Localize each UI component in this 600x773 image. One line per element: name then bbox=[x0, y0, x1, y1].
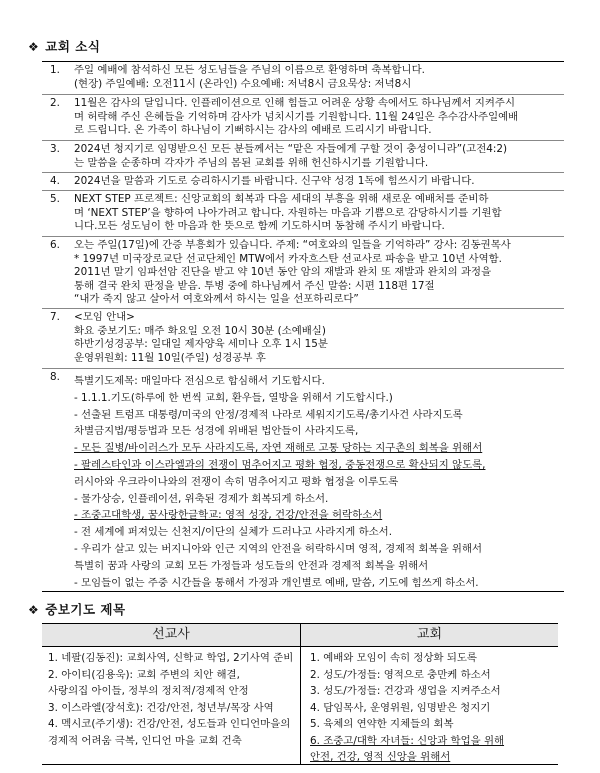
item-line: 특별기도제목: 매일마다 전심으로 합심해서 기도합시다. bbox=[74, 375, 325, 387]
item-line: 11월은 감사의 달입니다. 인플레이션으로 인해 힘들고 어려운 상황 속에서도 하나님께서 지켜주시 bbox=[74, 97, 516, 109]
item-body bbox=[74, 193, 558, 234]
prayer-section-title bbox=[28, 600, 126, 618]
diamond-bullet-icon: ❖ bbox=[28, 40, 40, 54]
news-item bbox=[42, 190, 564, 237]
item-line: 니다.모든 성도님이 한 마음과 한 뜻으로 함께 기도하시며 동참해 주시기 바랍니다. bbox=[74, 220, 445, 232]
church-list bbox=[310, 650, 556, 766]
item-number: 6. bbox=[50, 239, 60, 251]
item-line: NEXT STEP 프로젝트: 신앙교회의 회복과 다음 세대의 부흥을 위해 새로운 예배처를 준비하 bbox=[74, 193, 489, 205]
item-line: 로 드립니다. 온 가족이 하나님이 기뻐하시는 감사의 예배로 드리시기 바랍니다. bbox=[74, 124, 432, 136]
list-item: 2. 성도/가정들: 영적으로 충만케 하소서 bbox=[310, 668, 491, 681]
list-item: 4. 멕시코(주기생): 건강/안전, 성도들과 인디언마을의 bbox=[48, 718, 291, 730]
item-line: 차별금지법/평등법과 모든 성경에 위배된 법안들이 사라지도록, bbox=[74, 425, 359, 438]
item-number: 2. bbox=[50, 97, 60, 109]
news-item bbox=[42, 308, 564, 369]
item-line: 2011년 말기 임파선암 진단을 받고 약 10년 동안 암의 재발과 완치 또 재발과 완치의 과정을 bbox=[74, 266, 492, 278]
item-number: 4. bbox=[50, 175, 60, 187]
item-line: - 팔레스타인과 이스라엘과의 전쟁이 멈추어지고 평화 협정, 중동전쟁으로 확산되지 않도록, bbox=[74, 458, 486, 471]
item-number: 7. bbox=[50, 311, 60, 323]
item-line: 며 허락해 주신 은혜들을 기억하며 감사가 넘치시기를 기원합니다. 11월 24일은 추수감사주일예배 bbox=[74, 110, 519, 123]
news-item bbox=[42, 172, 564, 191]
item-line: 통해 결국 완치 판정을 받음. 투병 중에 하나님께서 주신 말씀: 시편 118편 17절 bbox=[74, 279, 435, 292]
item-line: “내가 죽지 않고 살아서 여호와께서 하시는 일을 선포하리로다” bbox=[74, 293, 359, 305]
prayer-title-text: 중보기도 제목 bbox=[45, 602, 126, 617]
item-body bbox=[74, 143, 558, 170]
news-item bbox=[42, 140, 564, 173]
item-body bbox=[74, 311, 558, 365]
missionary-column-header: 선교사 bbox=[42, 624, 300, 647]
list-item: 사랑의집 아이들, 정부의 정치적/경제적 안정 bbox=[48, 685, 249, 697]
item-line: (현장) 주일예배: 오전11시 (온라인) 수요예배: 저녁8시 금요묵상: 저녁8시 bbox=[74, 77, 412, 90]
list-item: 5. 육체의 연약한 지체들의 회복 bbox=[310, 718, 454, 730]
item-line: 주일 예배에 참석하신 모든 성도님들을 주님의 이름으로 환영하며 축복합니다. bbox=[74, 64, 425, 76]
list-item: 3. 이스라엘(장석호): 건강/안전, 청년부/목장 사역 bbox=[48, 701, 274, 714]
item-line: 2024년 청지기로 임명받으신 모든 분들께서는 “맡은 자들에게 구할 것이 충성이니라”(고전4:2) bbox=[74, 143, 508, 155]
item-line: 2024년을 말씀과 기도로 승리하시기를 바랍니다. 신구약 성경 1독에 힘쓰시기 바랍니다. bbox=[74, 175, 475, 187]
item-body bbox=[74, 97, 558, 138]
item-line: 오는 주일(17일)에 간증 부흥회가 있습니다. 주제: “여호와의 일들을 기억하라” 강사: 김동권목사 bbox=[74, 239, 511, 251]
item-line: 운영위원회: 11월 10일(주일) 성경공부 후 bbox=[74, 351, 266, 364]
item-line: - 우리가 살고 있는 버지니아와 인근 지역의 안전을 허락하시며 영적, 경제적 회복을 위해서 bbox=[74, 542, 483, 555]
list-item: 6. 조중고/대학 자녀들: 신앙과 학업을 위해 bbox=[310, 734, 505, 747]
item-line: - 선출된 트럼프 대통령/미국의 안정/경제적 나라로 세워지기도록/총기사건 사라지도록 bbox=[74, 408, 463, 421]
list-item: 2. 아이티(김용욱): 교회 주변의 치안 해결, bbox=[48, 668, 240, 681]
item-line: 며 ‘NEXT STEP’을 향하여 나아가려고 합니다. 자원하는 마음과 기쁨으로 감당하시기를 기원합 bbox=[74, 206, 502, 219]
missionary-list bbox=[48, 650, 298, 749]
item-body bbox=[74, 373, 558, 591]
prayer-table bbox=[42, 623, 558, 765]
item-body bbox=[74, 175, 558, 189]
list-item: 1. 네팔(김동진): 교회사역, 신학교 학업, 2기사역 준비 bbox=[48, 652, 294, 664]
item-line: - 조중고대학생, 꿈사랑한글학교: 영적 성장, 건강/안전을 허락하소서 bbox=[74, 509, 383, 522]
item-number: 3. bbox=[50, 143, 60, 155]
diamond-bullet-icon: ❖ bbox=[28, 603, 40, 617]
item-body bbox=[74, 64, 558, 91]
list-item: 안전, 건강, 영적 신앙을 위해서 bbox=[310, 751, 451, 763]
item-line: - 모든 질병/바이러스가 모두 사라지도록, 자연 재해로 고통 당하는 지구촌의 회복을 위해서 bbox=[74, 442, 483, 455]
list-item: 3. 성도/가정들: 건강과 생업을 지켜주소서 bbox=[310, 685, 501, 697]
list-item: 4. 담임목사, 운영위원, 임명받은 청지기 bbox=[310, 701, 491, 714]
item-line: - 전 세계에 퍼져있는 신천지/이단의 실체가 드러나고 사라지게 하소서. bbox=[74, 526, 393, 539]
column-divider bbox=[300, 624, 301, 764]
news-title-text: 교회 소식 bbox=[45, 39, 101, 54]
church-column-header: 교회 bbox=[301, 624, 558, 647]
item-line: <모임 안내> bbox=[74, 311, 135, 323]
item-line: - 물가상승, 인플레이션, 위축된 경제가 회복되게 하소서. bbox=[74, 492, 329, 505]
item-number: 1. bbox=[50, 64, 60, 76]
item-number: 5. bbox=[50, 193, 60, 205]
news-table bbox=[42, 61, 564, 592]
item-number: 8. bbox=[50, 371, 60, 383]
list-item: 1. 예배와 모임이 속히 정상화 되도록 bbox=[310, 652, 477, 664]
item-line: 화요 중보기도: 매주 화요일 오전 10시 30분 (소예배실) bbox=[74, 324, 326, 337]
item-line: - 모임들이 없는 주중 시간들을 통해서 가정과 개인별로 예배, 말씀, 기도에 힘쓰게 하소서. bbox=[74, 576, 479, 589]
item-line: - 1.1.1.기도(하루에 한 번씩 교회, 환우들, 열방을 위해서 기도합시다.) bbox=[74, 391, 393, 404]
news-section-title bbox=[28, 37, 100, 55]
item-line: 하반기성경공부: 일대일 제자양육 세미나 오후 1시 15분 bbox=[74, 338, 328, 350]
item-body bbox=[74, 239, 558, 307]
news-item bbox=[42, 236, 564, 309]
item-line: 특별히 꿈과 사랑의 교회 모든 가정들과 성도들의 안전과 경제적 회복을 위해서 bbox=[74, 559, 429, 572]
item-line: 는 말씀을 순종하며 각자가 주님의 몸된 교회를 위해 헌신하시기를 기원합니다. bbox=[74, 156, 429, 169]
item-line: 러시아와 우크라이나와의 전쟁이 속히 멈추어지고 평화 협정을 이루도록 bbox=[74, 475, 399, 488]
item-line: * 1997년 미국장로교단 선교단체인 MTW에서 카자흐스탄 선교사로 파송을 받고 10년 사역함. bbox=[74, 252, 502, 265]
list-item: 경제적 어려움 극복, 인디언 마을 교회 건축 bbox=[48, 734, 242, 747]
news-item bbox=[42, 94, 564, 141]
news-item bbox=[42, 62, 564, 94]
news-item bbox=[42, 368, 564, 592]
